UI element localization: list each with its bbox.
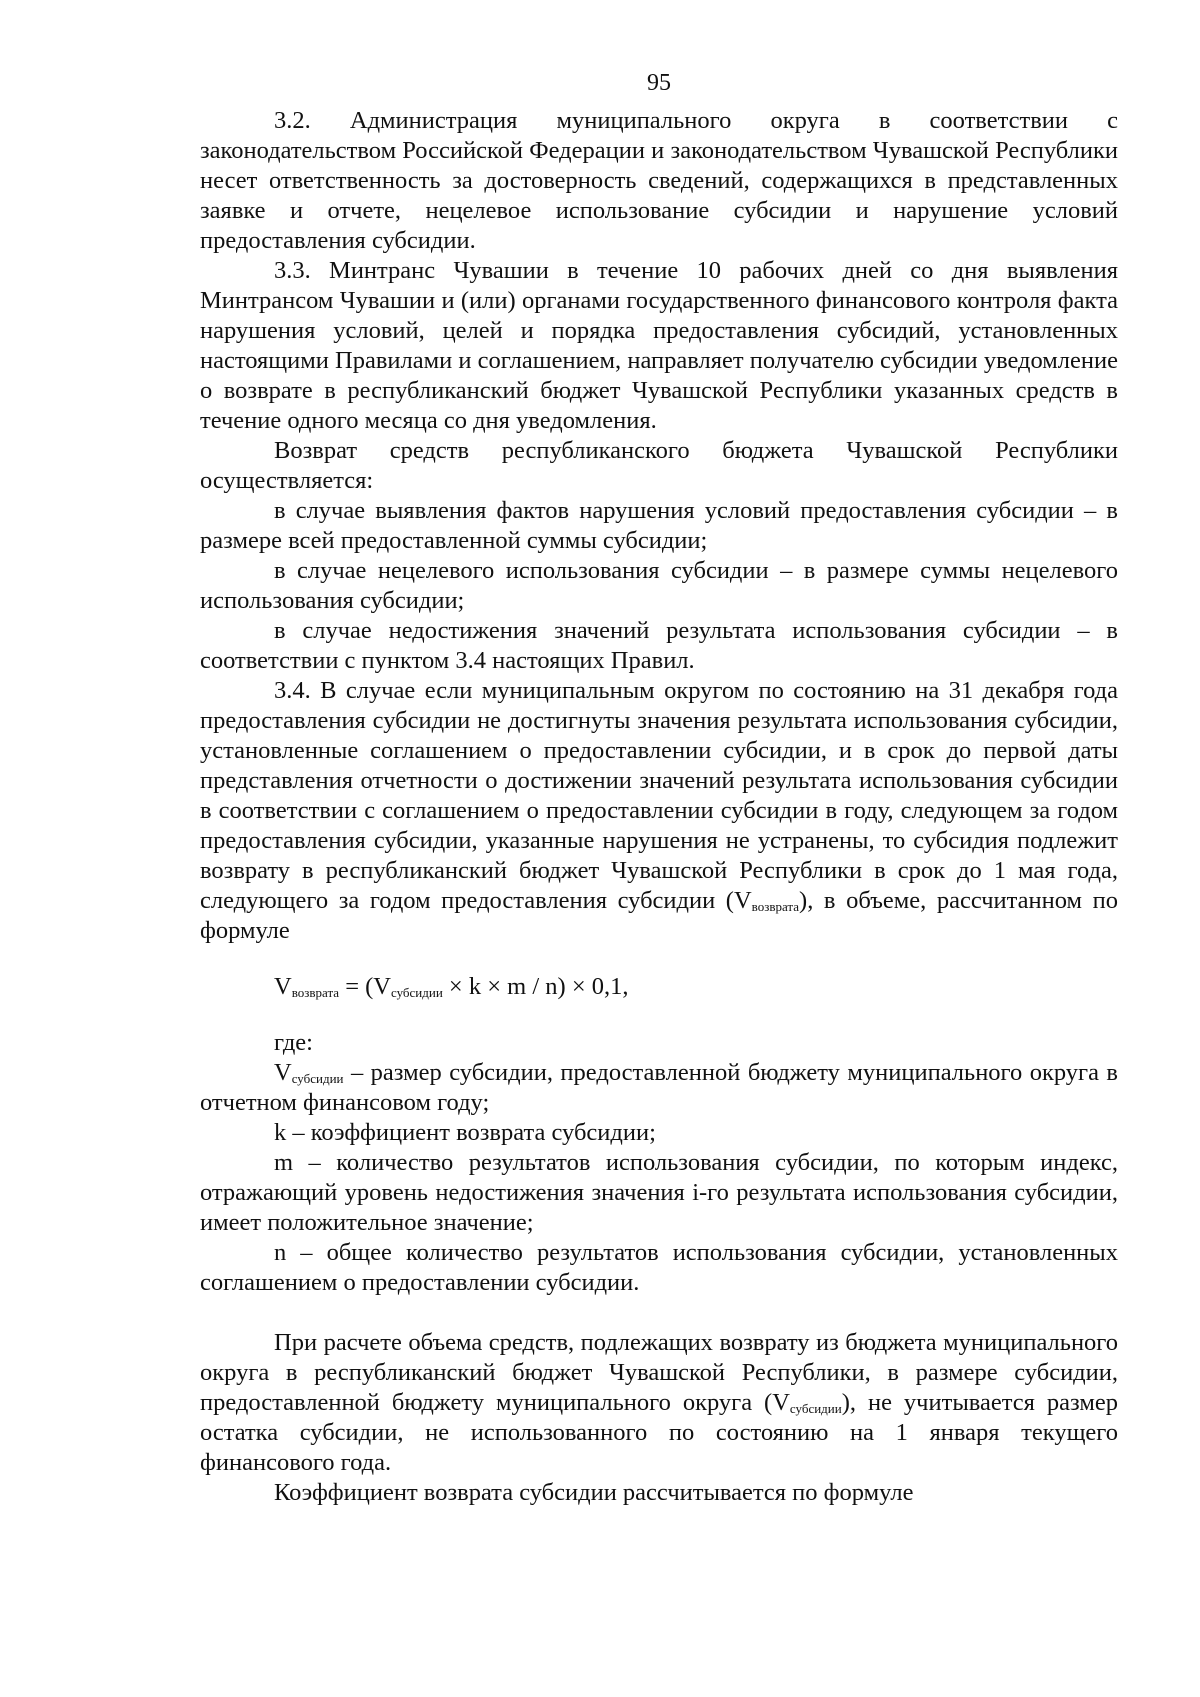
definition-k: k – коэффициент возврата субсидии;	[274, 1119, 656, 1146]
spacer	[200, 1298, 1118, 1328]
where-label: где:	[274, 1029, 313, 1056]
formula-sub-return: возврата	[291, 985, 340, 1000]
definition-m: m – количество результатов использования субсидии, по которым индекс, отражающий уровень недостижения значения i-го результата использования субсидии, имеет положительное значение;	[200, 1149, 1118, 1236]
paragraph-3-4-text: 3.4. В случае если муниципальным округом по состоянию на 31 декабря года предоставления субсидии не достигнуты значения результата использования субсидии, установленные соглашением о предоставлении субсидии, и в срок до первой даты представления отчетности о достижении значений результата использования субсидии в соответствии с соглашением о предоставлении субсидии в году, следующем за годом предоставления субсидии, указанные нарушения не устранены, то субсидия подлежит возврату в республиканский бюджет Чувашской Республики в срок до 1 мая года, следующего за годом предоставления субсидии (	[200, 677, 1118, 914]
calculation-note-tail: ), не учитывается размер остатка субсидии, не использованного по состоянию на 1 января текущего финансового года.	[200, 1389, 1118, 1476]
definition-v-text: – размер субсидии, предоставленной бюджету муниципального округа в отчетном финансовом году;	[200, 1059, 1118, 1116]
paragraph-case-misuse: в случае нецелевого использования субсидии – в размере суммы нецелевого использования субсидии;	[200, 557, 1118, 614]
v-symbol: V	[733, 887, 752, 914]
v-subscript: возврата	[751, 899, 800, 914]
paragraph-return-intro: Возврат средств республиканского бюджета Чувашской Республики осуществляется:	[200, 437, 1118, 494]
paragraph-calculation-note	[200, 1328, 1118, 1478]
paragraph-3-4-tail: ), в объеме, рассчитанном по формуле	[200, 887, 1118, 944]
formula-tail: × k × m / n) × 0,1,	[442, 973, 629, 1000]
definition-v-subscript: субсидии	[291, 1071, 344, 1086]
paragraph-3-2: 3.2. Администрация муниципального округа в соответствии с законодательством Российской Федерации и законодательством Чувашской Республики несет ответственность за достоверность сведений, содержащихся в представленных заявке и отчете, нецелевое использование субсидии и нарушение условий предоставления субсидии.	[200, 107, 1118, 254]
return-formula	[274, 972, 1118, 1002]
definition-v-symbol: V	[274, 1059, 292, 1086]
formula-mid: = (V	[339, 973, 391, 1000]
definition-v	[200, 1058, 1118, 1118]
paragraph-case-underachievement: в случае недостижения значений результата использования субсидии – в соответствии с пунктом 3.4 настоящих Правил.	[200, 617, 1118, 674]
calculation-note-subscript: субсидии	[789, 1401, 842, 1416]
definition-n: n – общее количество результатов использования субсидии, установленных соглашением о предоставлении субсидии.	[200, 1239, 1118, 1296]
paragraph-coefficient-intro: Коэффициент возврата субсидии рассчитывается по формуле	[274, 1479, 914, 1506]
calculation-note-text: При расчете объема средств, подлежащих возврату из бюджета муниципального округа в республиканский бюджет Чувашской Республики, в размере субсидии, предоставленной бюджету муниципального округа (V	[200, 1329, 1118, 1416]
document-page	[200, 68, 1118, 1508]
formula-v: V	[274, 973, 292, 1000]
paragraph-3-3: 3.3. Минтранс Чувашии в течение 10 рабочих дней со дня выявления Минтрансом Чувашии и (или) органами государственного финансового контроля факта нарушения условий, целей и порядка предоставления субсидий, установленных настоящими Правилами и соглашением, направляет получателю субсидии уведомление о возврате в республиканский бюджет Чувашской Республики указанных средств в течение одного месяца со дня уведомления.	[200, 257, 1118, 434]
page-number: 95	[647, 70, 671, 96]
paragraph-3-4	[200, 676, 1118, 946]
formula-sub-subsidy: субсидии	[391, 985, 443, 1000]
paragraph-case-violation: в случае выявления фактов нарушения условий предоставления субсидии – в размере всей предоставленной суммы субсидии;	[200, 497, 1118, 554]
